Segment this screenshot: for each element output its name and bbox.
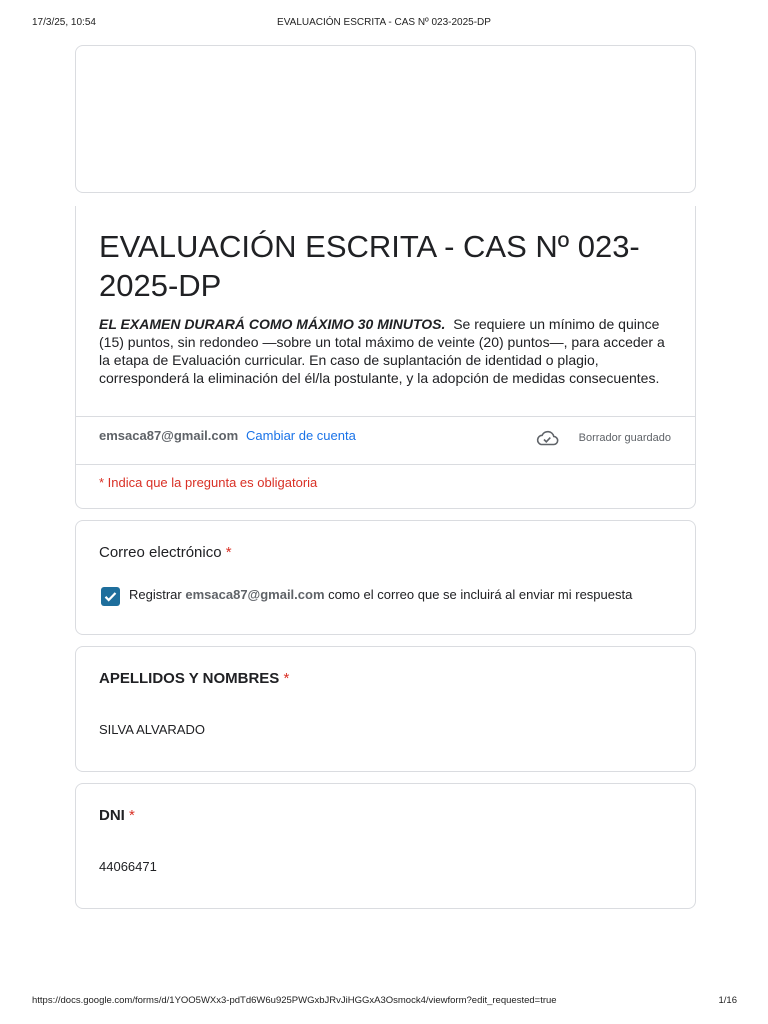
record-email-label [129, 587, 632, 602]
draft-status: Borrador guardado [578, 432, 671, 444]
form-title-card [75, 206, 696, 509]
required-note: * Indica que la pregunta es obligatoria [99, 475, 318, 490]
answer-text: 44066471 [99, 859, 157, 874]
print-footer [0, 990, 768, 1010]
question-title-text: APELLIDOS Y NOMBRES [99, 670, 280, 687]
print-page-title: EVALUACIÓN ESCRITA - CAS Nº 023-2025-DP [277, 17, 491, 28]
register-prefix: Registrar [129, 587, 182, 602]
print-page-number: 1/16 [718, 995, 737, 1006]
form-title: EVALUACIÓN ESCRITA - CAS Nº 023-2025-DP [99, 229, 640, 303]
question-names [75, 646, 696, 772]
account-email: emsaca87@gmail.com [99, 428, 239, 443]
required-mark: * [283, 670, 290, 687]
print-datetime: 17/3/25, 10:54 [32, 17, 96, 28]
divider [76, 464, 695, 465]
print-header [0, 0, 768, 28]
question-title-text: DNI [99, 807, 125, 824]
question-title-text: Correo electrónico [99, 544, 222, 561]
register-email: emsaca87@gmail.com [185, 587, 325, 602]
cloud-check-icon [535, 429, 559, 447]
form-description-text: Se requiere un mínimo de quince (15) puntos, sin redondeo —sobre un total máximo de veinte (20) puntos—, para acceder a la etapa de Evaluación curricular. En caso de suplantación de identidad o plagio, corresponderá la eliminación del él/la postulante, y la adopción de medidas consecuentes. [99, 316, 665, 386]
question-title [99, 807, 135, 824]
question-title [99, 544, 232, 561]
divider [76, 416, 695, 417]
switch-account-link[interactable]: Cambiar de cuenta [246, 428, 356, 443]
form-header-banner [75, 45, 696, 193]
required-mark: * [129, 807, 135, 824]
account-row [99, 428, 671, 454]
record-email-checkbox[interactable] [101, 587, 120, 606]
register-suffix: como el correo que se incluirá al enviar mi respuesta [328, 587, 633, 602]
question-dni [75, 783, 696, 909]
question-email [75, 520, 696, 635]
check-icon [103, 589, 118, 604]
answer-text: SILVA ALVARADO [99, 722, 205, 737]
form-description-emphasis: EL EXAMEN DURARÁ COMO MÁXIMO 30 MINUTOS. [99, 316, 446, 332]
required-mark: * [225, 544, 232, 561]
form-description [99, 315, 674, 387]
question-title [99, 670, 289, 687]
print-url: https://docs.google.com/forms/d/1YOO5WXx3-pdTd6W6u925PWGxbJRvJiHGGxA3Osmock4/viewform?edit_requested=true [32, 995, 557, 1006]
